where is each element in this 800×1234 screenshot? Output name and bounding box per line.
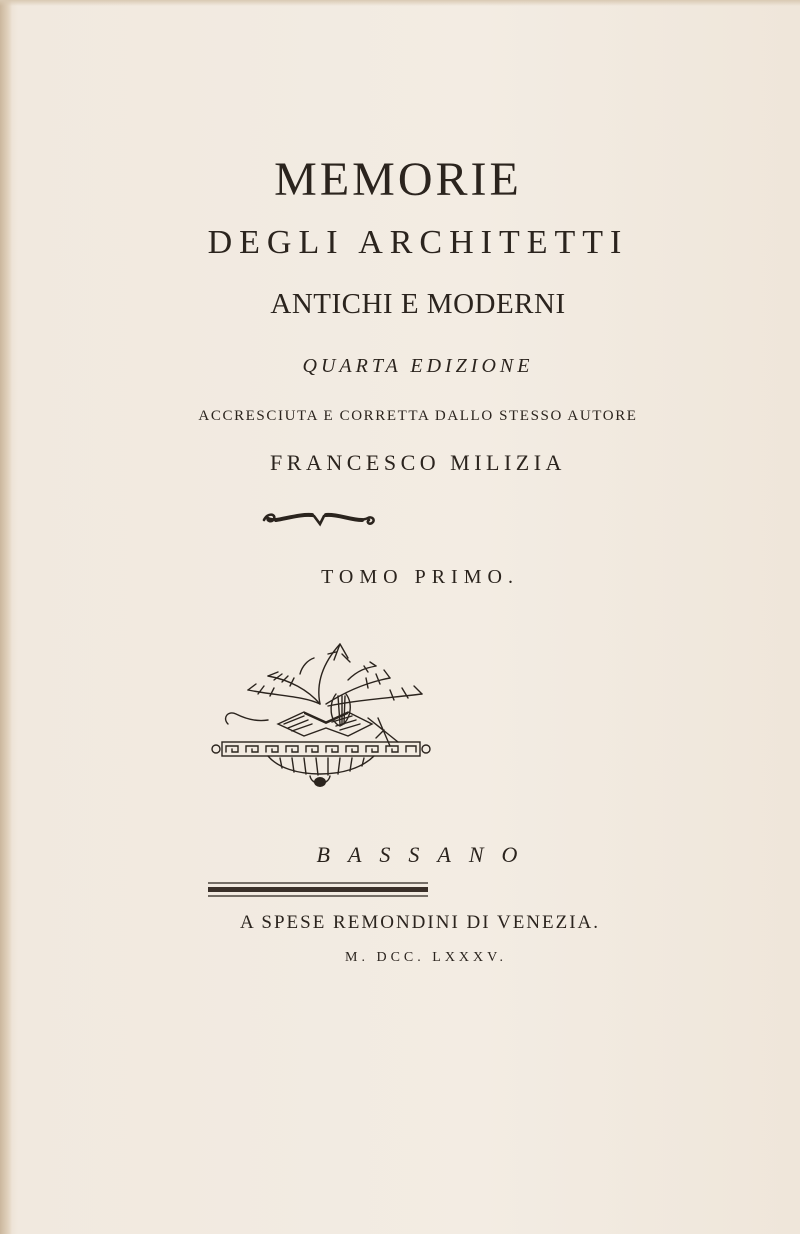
- volume-label: TOMO PRIMO.: [321, 566, 519, 588]
- double-rule: [206, 880, 430, 902]
- book-title: MEMORIE: [274, 153, 522, 206]
- author-name: FRANCESCO MILIZIA: [270, 450, 566, 475]
- book-subtitle-line2: ANTICHI E MODERNI: [270, 288, 566, 320]
- edition-statement: QUARTA EDIZIONE: [302, 355, 534, 377]
- book-subtitle-line1: DEGLI ARCHITETTI: [207, 224, 629, 261]
- publication-date: M. DCC. LXXXV.: [345, 950, 507, 965]
- edition-note: ACCRESCIUTA E CORRETTA DALLO STESSO AUTORE: [198, 408, 638, 424]
- printer-device-vignette: [208, 634, 434, 794]
- page-top-edge: [0, 0, 800, 6]
- publisher-line: A SPESE REMONDINI DI VENEZIA.: [239, 912, 601, 933]
- flourish-ornament: [258, 508, 378, 532]
- imprint-place: BASSANO: [316, 842, 536, 867]
